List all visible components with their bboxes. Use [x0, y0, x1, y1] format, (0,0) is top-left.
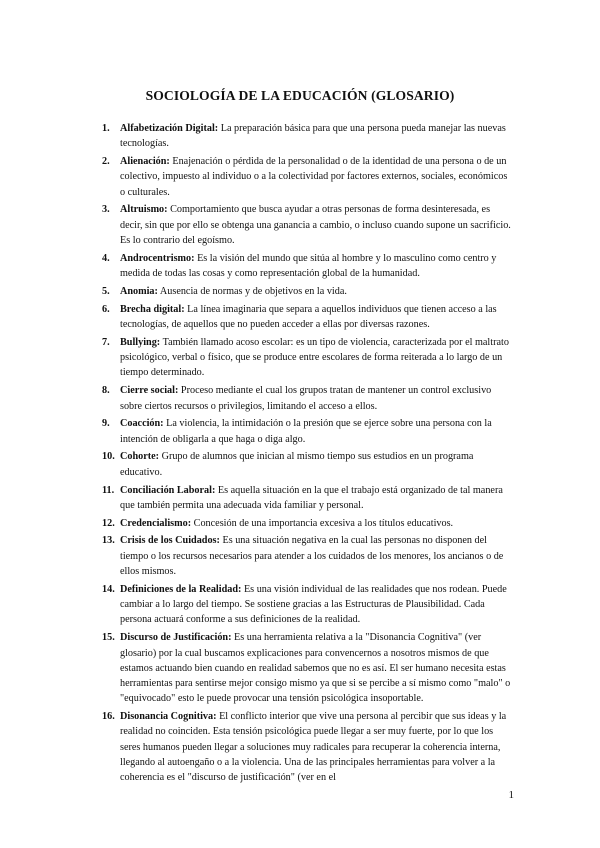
- glossary-entry: [102, 630, 514, 706]
- entry-term: Disonancia Cognitiva:: [120, 711, 217, 723]
- entry-term: Cierre social:: [120, 385, 179, 397]
- glossary-entry: [102, 416, 514, 447]
- entry-number: 12.: [102, 517, 115, 529]
- entry-number: 4.: [102, 252, 110, 264]
- entry-number: 5.: [102, 285, 110, 297]
- glossary-list: [102, 121, 514, 788]
- glossary-entry: [102, 302, 514, 333]
- entry-number: 11.: [102, 484, 115, 496]
- glossary-entry: [102, 483, 514, 514]
- glossary-entry: [102, 449, 514, 480]
- entry-definition: La preparación básica para que una persona pueda manejar las nuevas tecnologías.: [120, 123, 506, 150]
- glossary-entry: [102, 284, 514, 299]
- entry-term: Anomia:: [120, 285, 158, 297]
- glossary-entry: [102, 516, 514, 531]
- entry-number: 2.: [102, 156, 110, 168]
- entry-term: Discurso de Justificación:: [120, 632, 232, 644]
- entry-number: 15.: [102, 632, 115, 644]
- entry-term: Definiciones de la Realidad:: [120, 583, 242, 595]
- entry-definition: Es una herramienta relativa a la "Disonancia Cognitiva" (ver glosario) por la cual buscamos explicaciones para convencernos a nosotros mismos de que estamos actuando bien cuando en realidad sabemos que no es así. El ser humano necesita estas herramientas para sentirse mejor consigo mismo ya que si se percibe a sí mismo como "malo" o "equivocado" esto le puede provocar una tensión psicológica insoportable.: [120, 632, 511, 705]
- entry-definition: Grupo de alumnos que inician al mismo tiempo sus estudios en un programa educativo.: [120, 451, 474, 478]
- entry-term: Altruismo:: [120, 204, 168, 216]
- entry-term: Credencialismo:: [120, 517, 192, 529]
- entry-number: 9.: [102, 418, 110, 430]
- entry-definition: Ausencia de normas y de objetivos en la vida.: [157, 285, 347, 297]
- page-number: 1: [508, 789, 514, 801]
- page-title: SOCIOLOGÍA DE LA EDUCACIÓN (GLOSARIO): [145, 88, 455, 103]
- entry-definition: Es una visión individual de las realidades que nos rodean. Puede cambiar a lo largo del tiempo. Se sostiene gracias a las Estructuras de Plausibilidad. Cada persona actuará conforme a sus definiciones de la realidad.: [120, 583, 507, 626]
- entry-definition: También llamado acoso escolar: es un tipo de violencia, caracterizada por el maltrato psicológico, verbal o físico, que se produce entre escolares de forma reiterada a lo largo de un tiempo determinado.: [120, 336, 509, 379]
- entry-definition: Es aquella situación en la que el trabajo está organizado de tal manera que también permita una adecuada vida familiar y personal.: [120, 484, 503, 511]
- entry-term: Bullying:: [120, 336, 161, 348]
- entry-term: Conciliación Laboral:: [120, 484, 216, 496]
- entry-number: 3.: [102, 204, 110, 216]
- entry-definition: Proceso mediante el cual los grupos tratan de mantener un control exclusivo sobre ciertos recursos o privilegios, limitando el acceso a ellos.: [120, 385, 492, 412]
- glossary-entry: [102, 251, 514, 282]
- glossary-entry: [102, 335, 514, 381]
- entry-definition: Concesión de una importancia excesiva a los títulos educativos.: [191, 517, 454, 529]
- entry-term: Coacción:: [120, 418, 164, 430]
- entry-term: Crisis de los Cuidados:: [120, 535, 220, 547]
- entry-term: Alfabetización Digital:: [120, 123, 219, 134]
- entry-definition: Es una situación negativa en la cual las personas no disponen del tiempo o los recursos necesarios para atender a los cuidados de los menores, los ancianos o de ellos mismos.: [120, 535, 504, 578]
- entry-definition: El conflicto interior que vive una persona al percibir que sus ideas y la realidad no coinciden. Esta tensión psicológica puede llegar a ser muy fuerte, por lo que los seres humanos pueden llegar a soluciones muy radicales para recuperar la coherencia interna, llegando al autoengaño o a la violencia. Una de las principales herramientas para volver a la coherencia es el "discurso de justificación" (ver en el: [120, 711, 507, 784]
- entry-number: 7.: [102, 336, 110, 348]
- glossary-entry: [102, 121, 514, 152]
- glossary-entry: [102, 202, 514, 248]
- entry-number: 14.: [102, 583, 115, 595]
- entry-term: Brecha digital:: [120, 303, 185, 315]
- entry-definition: Es la visión del mundo que sitúa al hombre y lo masculino como centro y medida de todas las cosas y como representación global de la humanidad.: [120, 252, 497, 280]
- entry-number: 10.: [102, 451, 115, 463]
- entry-term: Alienación:: [120, 156, 170, 168]
- entry-number: 16.: [102, 711, 115, 723]
- glossary-entry: [102, 154, 514, 200]
- entry-definition: La línea imaginaria que separa a aquellos individuos que tienen acceso a las tecnologías, de aquellos que no pueden acceder a ellas por diversas razones.: [120, 303, 497, 331]
- entry-number: 13.: [102, 535, 115, 547]
- entry-term: Cohorte:: [120, 451, 160, 463]
- glossary-entry: [102, 533, 514, 579]
- entry-number: 1.: [102, 123, 110, 134]
- entry-number: 6.: [102, 303, 110, 315]
- entry-definition: Enajenación o pérdida de la personalidad o de la identidad de una persona o de un colectivo, impuesto al individuo o a la colectividad por factores externos, sociales, económicos o culturales.: [120, 156, 508, 198]
- entry-definition: La violencia, la intimidación o la presión que se ejerce sobre una persona con la intención de obligarla a que haga o diga algo.: [120, 418, 492, 445]
- entry-definition: Comportamiento que busca ayudar a otras personas de forma desinteresada, es decir, sin que por ello se obtenga una ganancia a cambio, o incluso cuando supone un sacrificio. Es lo contrario del egoísmo.: [120, 204, 511, 247]
- entry-number: 8.: [102, 385, 110, 397]
- glossary-entry: [102, 709, 514, 785]
- glossary-entry: [102, 582, 514, 628]
- entry-term: Androcentrismo:: [120, 252, 195, 264]
- glossary-entry: [102, 383, 514, 414]
